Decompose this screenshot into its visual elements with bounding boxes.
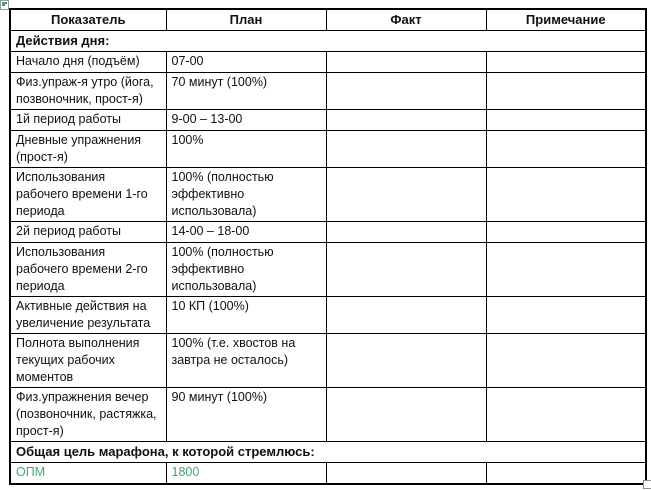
cell-fact[interactable] <box>326 222 486 243</box>
column-header-note[interactable]: Примечание <box>486 9 646 31</box>
cell-fact[interactable] <box>326 297 486 334</box>
cell-note[interactable] <box>486 463 646 485</box>
cell-indicator[interactable]: Активные действия на увеличение результата <box>10 297 166 334</box>
cell-indicator[interactable]: Дневные упражнения (прост-я) <box>10 131 166 168</box>
cell-fact[interactable] <box>326 52 486 73</box>
cell-fact[interactable] <box>326 168 486 222</box>
daily-report-table <box>9 8 647 485</box>
cell-note[interactable] <box>486 243 646 297</box>
table-row <box>10 222 646 243</box>
cell-indicator[interactable]: Физ.упражнения вечер (позвоночник, растяжка, прост-я) <box>10 388 166 442</box>
anchor-dot <box>5 2 7 4</box>
table-row <box>10 52 646 73</box>
cell-plan[interactable]: 100% <box>166 131 326 168</box>
cell-fact[interactable] <box>326 110 486 131</box>
cell-fact[interactable] <box>326 243 486 297</box>
table-row <box>10 168 646 222</box>
cell-indicator[interactable]: Использования рабочего времени 2-го периода <box>10 243 166 297</box>
cell-plan[interactable]: 14-00 – 18-00 <box>166 222 326 243</box>
cell-plan[interactable]: 1800 <box>166 463 326 485</box>
table-header-row <box>10 9 646 31</box>
cell-indicator[interactable]: Полнота выполнения текущих рабочих моментов <box>10 334 166 388</box>
section-row <box>10 442 646 463</box>
cell-indicator[interactable]: Начало дня (подъём) <box>10 52 166 73</box>
cell-indicator[interactable]: ОПМ <box>10 463 166 485</box>
cell-note[interactable] <box>486 131 646 168</box>
section-label[interactable]: Действия дня: <box>10 31 646 52</box>
cell-indicator[interactable]: Физ.упраж-я утро (йога, позвоночник, прост-я) <box>10 73 166 110</box>
section-row <box>10 31 646 52</box>
object-anchor-icon <box>0 0 9 10</box>
selection-handle-icon[interactable] <box>643 480 651 489</box>
table-row <box>10 110 646 131</box>
cell-plan[interactable]: 100% (полностью эффективно использовала) <box>166 168 326 222</box>
table-row <box>10 243 646 297</box>
table-row <box>10 73 646 110</box>
cell-plan[interactable]: 10 КП (100%) <box>166 297 326 334</box>
cell-note[interactable] <box>486 222 646 243</box>
cell-plan[interactable]: 100% (полностью эффективно использовала) <box>166 243 326 297</box>
cell-note[interactable] <box>486 168 646 222</box>
cell-fact[interactable] <box>326 463 486 485</box>
cell-fact[interactable] <box>326 334 486 388</box>
cell-note[interactable] <box>486 73 646 110</box>
cell-plan[interactable]: 100% (т.е. хвостов на завтра не осталось) <box>166 334 326 388</box>
cell-note[interactable] <box>486 388 646 442</box>
cell-note[interactable] <box>486 52 646 73</box>
cell-plan[interactable]: 90 минут (100%) <box>166 388 326 442</box>
table-row <box>10 131 646 168</box>
cell-plan[interactable]: 70 минут (100%) <box>166 73 326 110</box>
table-row <box>10 334 646 388</box>
cell-note[interactable] <box>486 297 646 334</box>
cell-note[interactable] <box>486 110 646 131</box>
cell-fact[interactable] <box>326 388 486 442</box>
cell-indicator[interactable]: 1й период работы <box>10 110 166 131</box>
table-row <box>10 388 646 442</box>
table-row <box>10 463 646 485</box>
cell-plan[interactable]: 07-00 <box>166 52 326 73</box>
cell-indicator[interactable]: 2й период работы <box>10 222 166 243</box>
cell-fact[interactable] <box>326 73 486 110</box>
cell-plan[interactable]: 9-00 – 13-00 <box>166 110 326 131</box>
column-header-indicator[interactable]: Показатель <box>10 9 166 31</box>
column-header-fact[interactable]: Факт <box>326 9 486 31</box>
cell-note[interactable] <box>486 334 646 388</box>
cell-indicator[interactable]: Использования рабочего времени 1-го периода <box>10 168 166 222</box>
table-row <box>10 297 646 334</box>
section-label[interactable]: Общая цель марафона, к которой стремлюсь: <box>10 442 646 463</box>
column-header-plan[interactable]: План <box>166 9 326 31</box>
cell-fact[interactable] <box>326 131 486 168</box>
